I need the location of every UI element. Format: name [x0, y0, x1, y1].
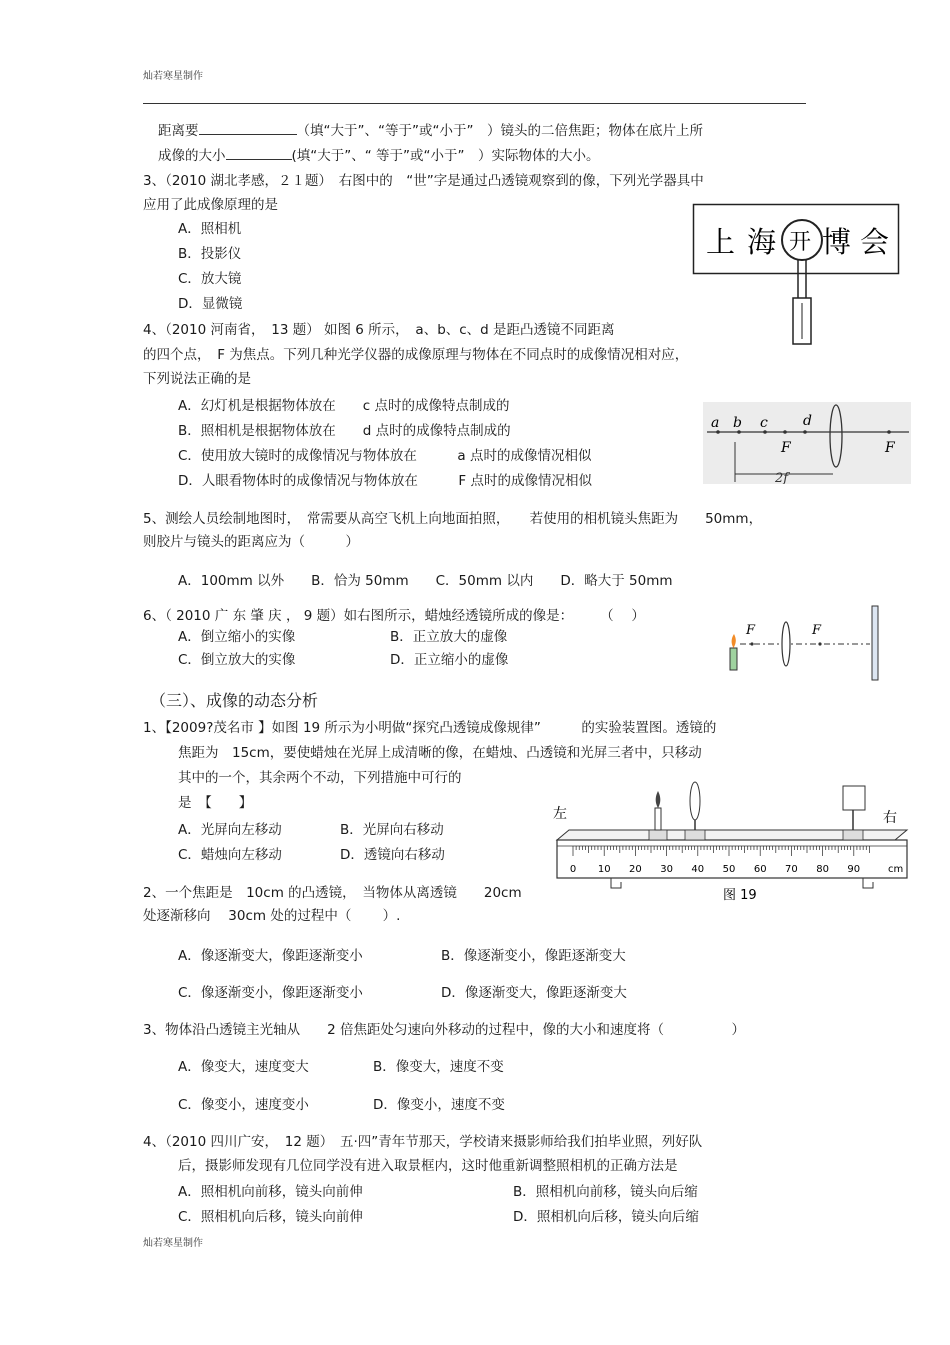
- left-label: 左: [553, 806, 567, 822]
- blank-field[interactable]: [199, 120, 297, 135]
- lens: [782, 622, 790, 666]
- bench-flame: [656, 791, 661, 808]
- q3-magnifier-figure: [692, 203, 900, 345]
- candle: [730, 648, 737, 670]
- fig-char: 海: [747, 225, 777, 259]
- intro-text: （填“大于”、“等于”或“小于” ）镜头的二倍焦距；物体在底片上所: [296, 123, 703, 139]
- s3q1-option-b[interactable]: B．光屏向右移动: [340, 822, 444, 838]
- fig-char: 开: [789, 230, 812, 255]
- s3q4-option-a[interactable]: A．照相机向前移，镜头向前伸: [178, 1184, 363, 1200]
- q4-option-b[interactable]: B．照相机是根据物体放在 d 点时的成像特点制成的: [178, 423, 511, 439]
- q4-option-d[interactable]: D．人眼看物体时的成像情况与物体放在 F 点时的成像情况相似: [178, 473, 592, 489]
- s3q3-option-c[interactable]: C．像变小，速度变小: [178, 1097, 309, 1113]
- q3-stem: 3、（2010 湖北孝感，２１题） 右图中的 “世”字是通过凸透镜观察到的像，下列光学器具中: [143, 173, 704, 189]
- s3q2-stem: 2、一个焦距是 10cm 的凸透镜， 当物体从离透镜 20cm: [143, 885, 522, 901]
- intro-text: 成像的大小: [158, 148, 226, 164]
- q3-option-b[interactable]: B．投影仪: [178, 246, 242, 262]
- bench-candle: [655, 808, 661, 830]
- right-label: 右: [883, 810, 897, 826]
- focus-label: F: [746, 623, 756, 638]
- candle-flame: [732, 634, 736, 648]
- q4-option-a[interactable]: A．幻灯机是根据物体放在 c 点时的成像特点制成的: [178, 398, 510, 414]
- q5-stem: 则胶片与镜头的距离应为（ ）: [143, 534, 359, 550]
- figure-caption: 图 19: [723, 888, 757, 903]
- q3-stem: 应用了此成像原理的是: [143, 197, 278, 213]
- intro-text: (填“大于”、“ 等于”或“小于” ）实际物体的大小。: [291, 148, 600, 164]
- intro-line-2: [158, 145, 600, 165]
- s3q3-option-b[interactable]: B．像变大，速度不变: [373, 1059, 504, 1075]
- s3q1-option-d[interactable]: D．透镜向右移动: [340, 847, 445, 863]
- q4-option-c[interactable]: C．使用放大镜时的成像情况与物体放在 a 点时的成像情况相似: [178, 448, 592, 464]
- scale-tick-label: 80: [816, 864, 829, 875]
- bench-lens: [690, 782, 700, 820]
- q5-options[interactable]: A．100mm 以外 B．恰为 50mm C．50mm 以内 D．略大于 50mm: [178, 573, 673, 589]
- focus-label: F: [885, 440, 895, 456]
- q5-stem: 5、测绘人员绘制地图时， 常需要从高空飞机上向地面拍照， 若使用的相机镜头焦距为 50mm，: [143, 511, 763, 527]
- footer-watermark: 灿若寒星制作: [143, 1238, 203, 1249]
- s3q2-stem: 处逐渐移向 30cm 处的过程中（ ）.: [143, 908, 401, 924]
- q3-option-c[interactable]: C．放大镜: [178, 271, 242, 287]
- section-title: （三）、成像的动态分析: [150, 691, 319, 710]
- scale-tick-label: 30: [660, 864, 673, 875]
- q6-candle-figure: [720, 602, 885, 684]
- point-label: d: [803, 413, 812, 429]
- screen: [872, 606, 878, 680]
- point-label: b: [733, 415, 742, 431]
- intro-text: 距离要: [158, 123, 199, 139]
- s3q1-stem: 焦距为 15cm，要使蜡烛在光屏上成清晰的像，在蜡烛、凸透镜和光屏三者中，只移动: [178, 745, 702, 761]
- q6-option-c[interactable]: C．倒立放大的实像: [178, 652, 296, 668]
- point-label: c: [760, 415, 768, 431]
- q4-stem: 4、（2010 河南省， 13 题） 如图 6 所示， a、b、c、d 是距凸透镜不同距离: [143, 322, 615, 338]
- q4-lens-figure: [703, 402, 911, 484]
- scale-tick-label: 90: [847, 864, 861, 875]
- scale-tick-label: 0: [569, 864, 577, 875]
- s3q4-stem: 4、（2010 四川广安， 12 题） 五·四”青年节那天，学校请来摄影师给我们拍毕业照，列好队: [143, 1134, 703, 1150]
- s3q3-stem: 3、物体沿凸透镜主光轴从 2 倍焦距处匀速向外移动的过程中，像的大小和速度将（ ）: [143, 1022, 745, 1038]
- s3q4-option-b[interactable]: B．照相机向前移，镜头向后缩: [513, 1184, 698, 1200]
- intro-line-1: [158, 120, 703, 140]
- scale-tick-label: 20: [629, 864, 642, 875]
- q6-option-b[interactable]: B．正立放大的虚像: [390, 629, 508, 645]
- fig-char: 会: [860, 225, 890, 259]
- q6-option-d[interactable]: D．正立缩小的虚像: [390, 652, 509, 668]
- s3q3-option-d[interactable]: D．像变小，速度不变: [373, 1097, 505, 1113]
- q6-stem: 6、（ 2010 广 东 肇 庆 ， 9 题）如右图所示，蜡烛经透镜所成的像是： （ ）: [143, 608, 645, 624]
- focus-label: F: [781, 440, 791, 456]
- q6-option-a[interactable]: A．倒立缩小的实像: [178, 629, 296, 645]
- q3-option-d[interactable]: D．显微镜: [178, 296, 243, 312]
- scale-tick-label: 50: [722, 864, 736, 875]
- scale-tick-label: 60: [753, 864, 767, 875]
- fig-char: 上: [706, 225, 736, 259]
- s3q1-stem: 是 【 】: [178, 795, 253, 811]
- unit-label: cm: [888, 864, 904, 875]
- twof-label: 2f: [775, 471, 789, 484]
- fig-char: 博: [822, 225, 852, 259]
- s3q4-option-d[interactable]: D．照相机向后移，镜头向后缩: [513, 1209, 699, 1225]
- s3q4-option-c[interactable]: C．照相机向后移，镜头向前伸: [178, 1209, 363, 1225]
- header-watermark: 灿若寒星制作: [143, 71, 203, 82]
- q4-stem: 下列说法正确的是: [143, 371, 251, 387]
- optical-bench-figure: [545, 778, 915, 908]
- focus-label: F: [812, 623, 822, 638]
- s3q1-stem: 其中的一个，其余两个不动，下列措施中可行的: [178, 770, 462, 786]
- scale-tick-label: 70: [785, 864, 798, 875]
- scale-tick-label: 40: [691, 864, 705, 875]
- s3q2-option-a[interactable]: A．像逐渐变大，像距逐渐变小: [178, 948, 363, 964]
- s3q2-option-c[interactable]: C．像逐渐变小，像距逐渐变小: [178, 985, 363, 1001]
- q4-stem: 的四个点， F 为焦点。下列几种光学仪器的成像原理与物体在不同点时的成像情况相对应，: [143, 347, 689, 363]
- s3q2-option-d[interactable]: D．像逐渐变大，像距逐渐变大: [441, 985, 627, 1001]
- point-label: a: [711, 415, 720, 431]
- s3q3-option-a[interactable]: A．像变大，速度变大: [178, 1059, 309, 1075]
- bench-screen: [843, 786, 865, 810]
- s3q1-option-c[interactable]: C．蜡烛向左移动: [178, 847, 282, 863]
- scale-tick-label: 10: [597, 864, 611, 875]
- s3q4-stem: 后，摄影师发现有几位同学没有进入取景框内，这时他重新调整照相机的正确方法是: [178, 1158, 678, 1174]
- s3q1-stem: 1、【2009?茂名市 】如图 19 所示为小明做“探究凸透镜成像规律” 的实验装置图。透镜的: [143, 720, 717, 736]
- q3-option-a[interactable]: A．照相机: [178, 221, 242, 237]
- header-rule: [143, 103, 806, 104]
- s3q1-option-a[interactable]: A．光屏向左移动: [178, 822, 282, 838]
- s3q2-option-b[interactable]: B．像逐渐变小，像距逐渐变大: [441, 948, 626, 964]
- blank-field[interactable]: [226, 145, 292, 160]
